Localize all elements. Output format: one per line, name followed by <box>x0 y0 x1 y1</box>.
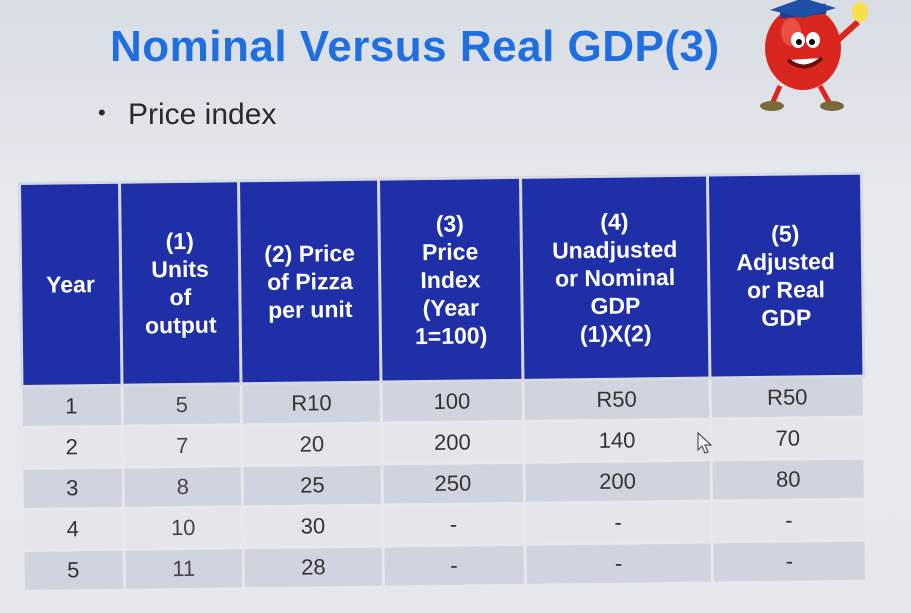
cell-real-gdp: 80 <box>711 458 865 501</box>
gdp-table <box>18 172 868 593</box>
cell-price: R10 <box>241 382 381 425</box>
cell-units: 10 <box>123 507 243 549</box>
cell-price-index: 250 <box>382 462 524 505</box>
cell-price-index: 100 <box>381 380 523 423</box>
cell-real-gdp: - <box>712 499 866 542</box>
bullet-item <box>98 98 276 132</box>
header-nominal-gdp: (4) Unadjusted or Nominal GDP (1)X(2) <box>520 175 710 380</box>
cell-price-index: - <box>383 544 525 587</box>
cell-units: 7 <box>122 425 242 467</box>
header-real-gdp: (5) Adjusted or Real GDP <box>708 173 864 378</box>
table-header-row <box>20 173 864 386</box>
header-units: (1) Units of output <box>119 181 241 385</box>
cell-real-gdp: 70 <box>711 417 865 460</box>
mouse-pointer-icon <box>697 432 713 454</box>
cell-price: 28 <box>243 546 383 589</box>
cell-price-index: - <box>382 503 524 546</box>
cell-nominal-gdp: 200 <box>523 460 711 503</box>
cell-price: 30 <box>243 505 383 548</box>
apple-mascot-icon <box>758 0 908 112</box>
header-year: Year <box>20 182 122 386</box>
cell-year: 3 <box>23 467 123 509</box>
cell-real-gdp: R50 <box>710 376 864 419</box>
cell-year: 1 <box>22 385 122 427</box>
cell-units: 11 <box>124 548 244 590</box>
cell-nominal-gdp: - <box>524 501 712 544</box>
cell-price-index: 200 <box>381 421 523 464</box>
cell-nominal-gdp: - <box>524 542 712 585</box>
bullet-text: Price index <box>128 98 277 131</box>
slide-title: Nominal Versus Real GDP(3) <box>110 22 720 71</box>
cell-year: 4 <box>24 508 124 550</box>
cell-year: 5 <box>24 549 124 591</box>
cell-units: 8 <box>123 466 243 508</box>
cell-price: 25 <box>242 464 382 507</box>
cell-nominal-gdp: R50 <box>522 378 710 421</box>
header-price: (2) Price of Pizza per unit <box>239 179 381 384</box>
cell-nominal-gdp: 140 <box>523 419 711 462</box>
cell-year: 2 <box>22 426 122 468</box>
cell-real-gdp: - <box>712 540 866 583</box>
cell-price: 20 <box>242 423 382 466</box>
cell-units: 5 <box>122 384 242 426</box>
bullet-dot-icon: • <box>98 100 106 125</box>
header-price-index: (3) Price Index (Year 1=100) <box>378 177 522 382</box>
